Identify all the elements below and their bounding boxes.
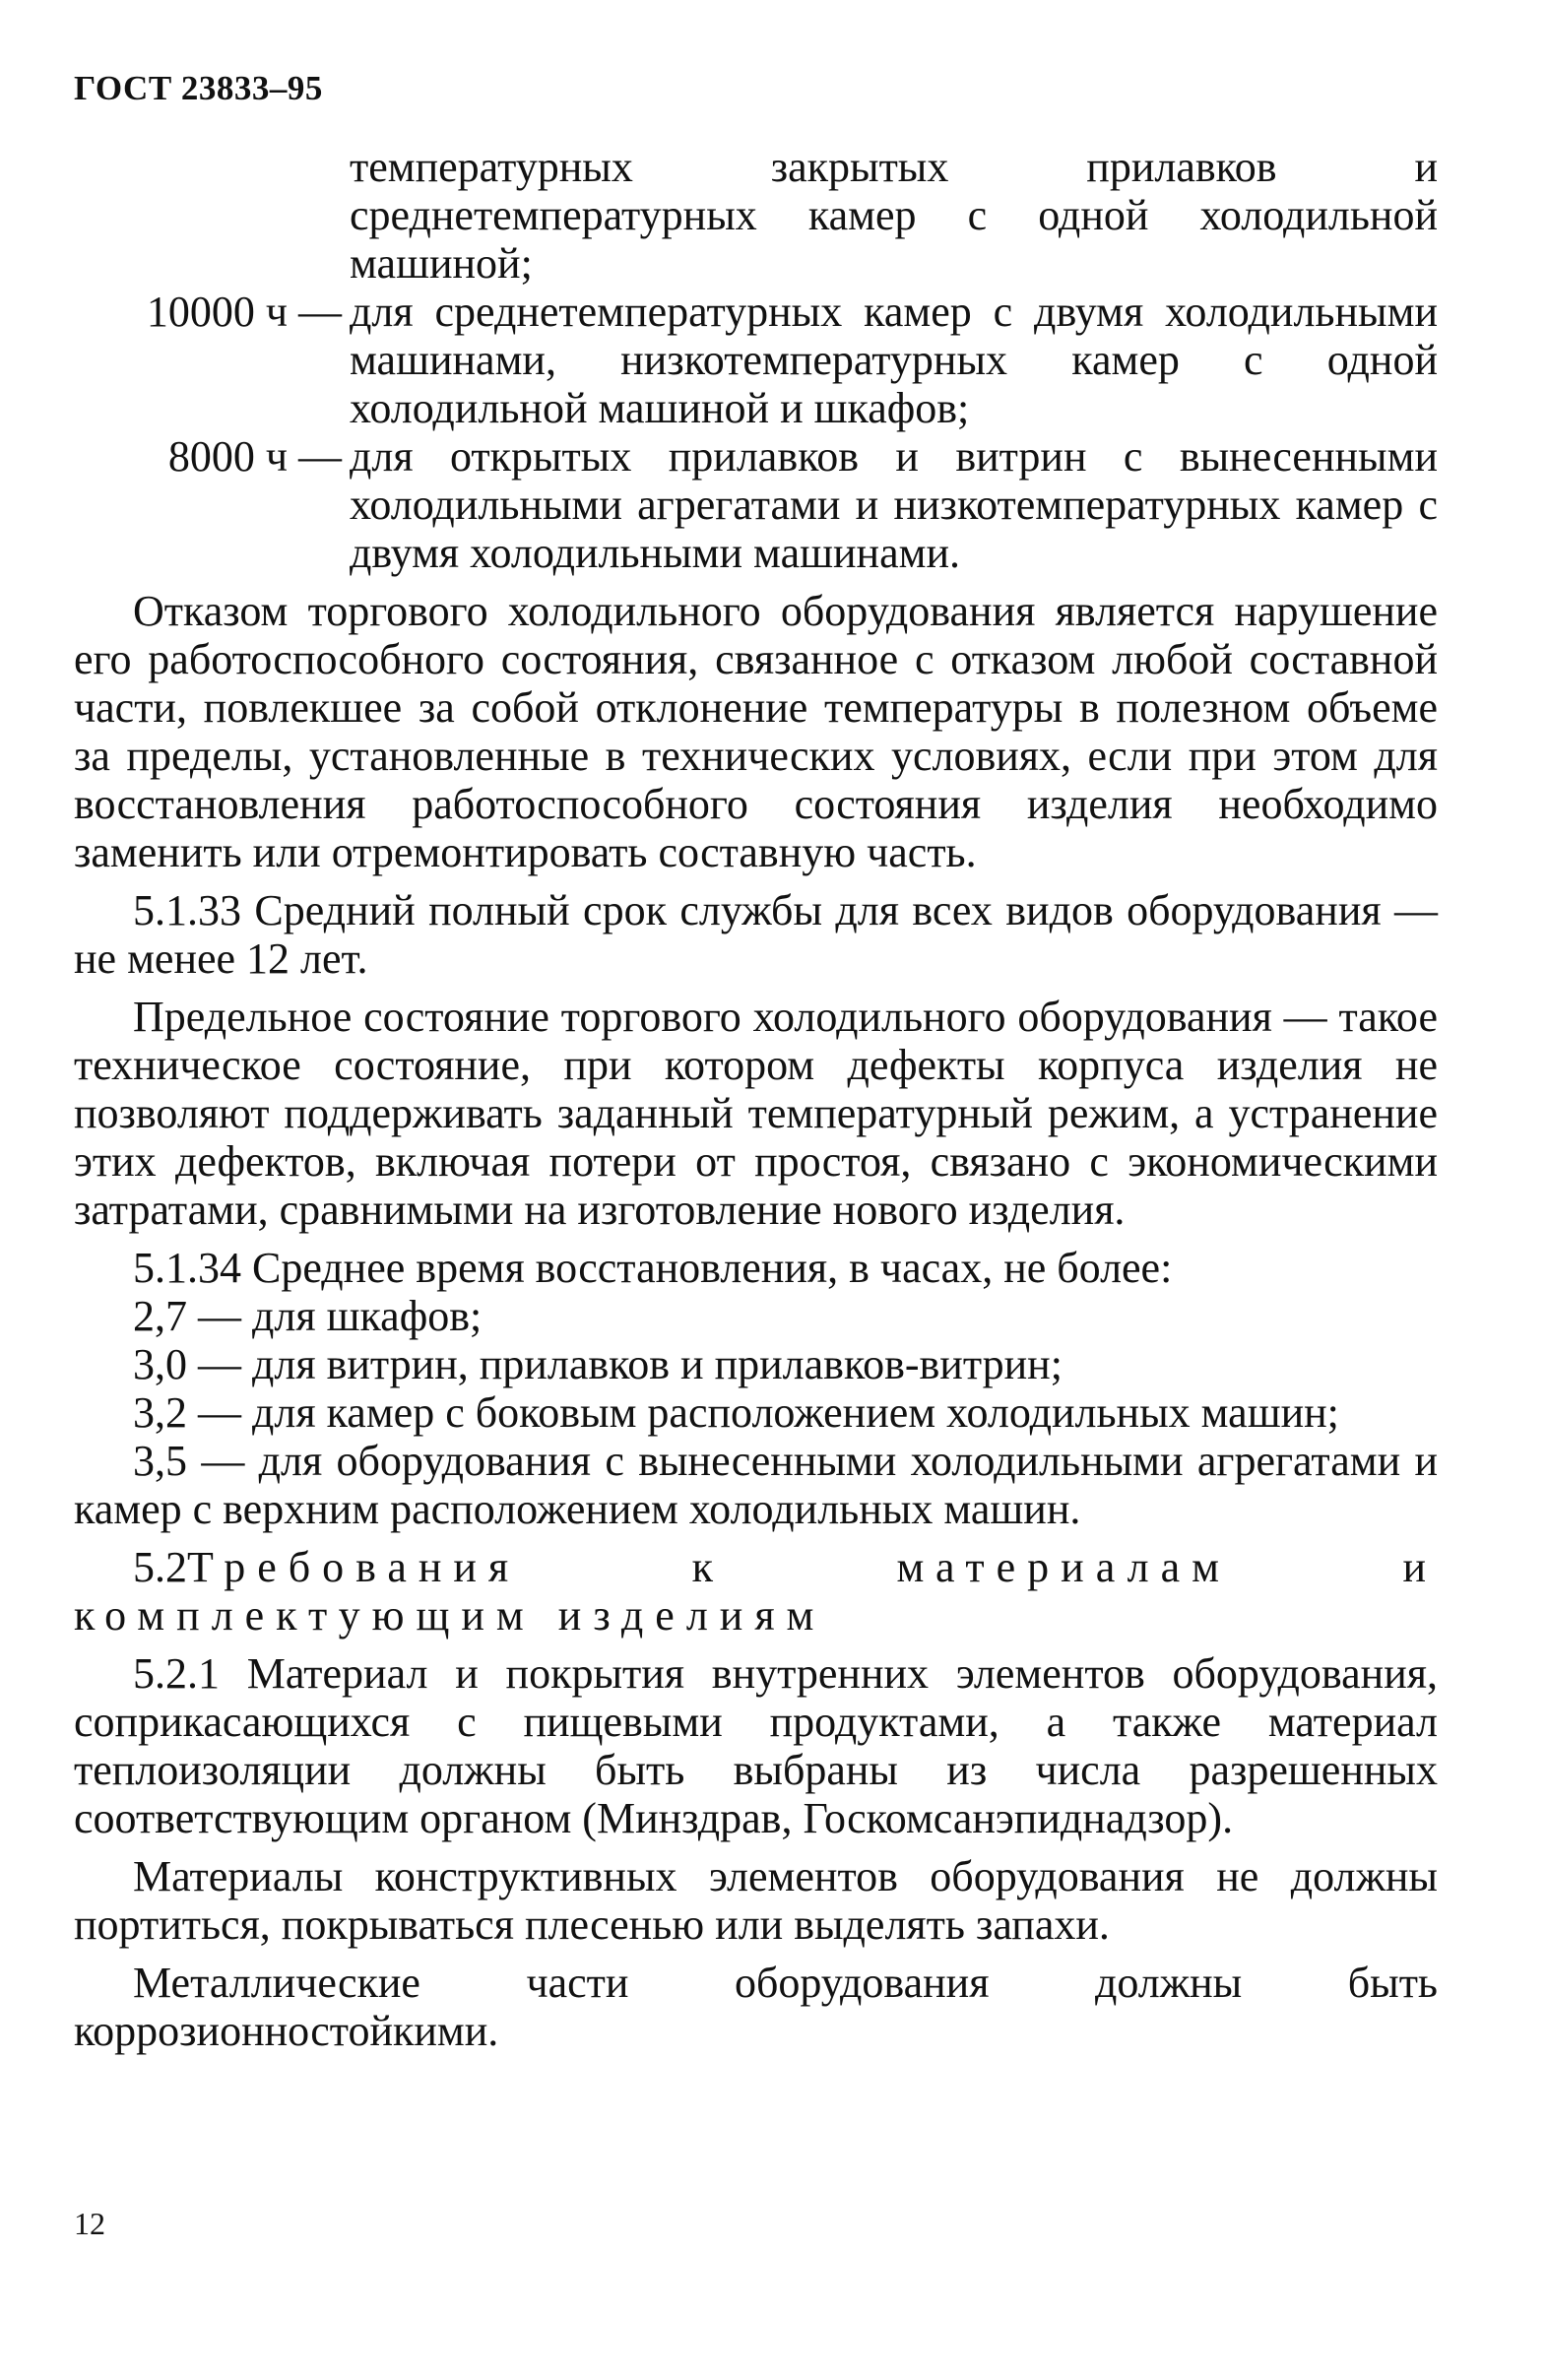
service-life-item — [74, 288, 1438, 432]
service-life-text: для среднетемпературных камер с двумя холодильными машинами, низкотемпературных камер с одной холодильной машиной и шкафов; — [350, 288, 1438, 432]
clause-5-1-33: 5.1.33 Средний полный срок службы для всех видов оборудования — не менее 12 лет. — [74, 886, 1438, 983]
metal-requirement: Металлические части оборудования должны быть коррозионностойкими. — [74, 1959, 1438, 2055]
recovery-item: 3,2 — для камер с боковым расположением холодильных машин; — [133, 1388, 1339, 1437]
continuation-row — [74, 143, 1438, 288]
service-life-item — [74, 432, 1438, 577]
limit-state-definition: Предельное состояние торгового холодильного оборудования — такое техническое состояние, при котором дефекты корпуса изделия не позволяют поддерживать заданный температурный режим, а устранение этих дефектов, включая потери от простоя, связано с экономическими затратами, сравнимыми на изготовление нового изделия. — [74, 993, 1438, 1234]
clause-5-2-1: 5.2.1 Материал и покрытия внутренних элементов оборудования, соприкасающихся с пищевыми продуктами, а также материал теплоизоляции должны быть выбраны из числа разрешенных соответствующим органом (Минздрав, Госкомсанэпиднадзор). — [74, 1649, 1438, 1842]
document-body — [74, 143, 1438, 2065]
recovery-item: 2,7 — для шкафов; — [133, 1292, 483, 1340]
section-5-2-heading — [74, 1543, 1438, 1640]
recovery-item: 3,5 — для оборудования с вынесенными холодильными агрегатами и камер с верхним расположением холодильных машин. — [74, 1437, 1438, 1533]
service-life-hours: 8000 ч — — [167, 432, 342, 481]
recovery-item: 3,0 — для витрин, прилавков и прилавков-витрин; — [133, 1340, 1063, 1388]
document-code: ГОСТ 23833–95 — [74, 69, 323, 107]
page-number: 12 — [74, 2206, 105, 2241]
section-number: 5.2 — [133, 1543, 187, 1591]
section-title: Требования к материалам и комплектующим изделиям — [74, 1543, 1438, 1640]
materials-requirement: Материалы конструктивных элементов оборудования не должны портиться, покрываться плесенью или выделять запахи. — [74, 1852, 1438, 1949]
clause-5-1-34: 5.1.34 Среднее время восстановления, в часах, не более: — [133, 1244, 1173, 1292]
continuation-text: температурных закрытых прилавков и среднетемпературных камер с одной холодильной машиной; — [350, 143, 1438, 288]
failure-definition: Отказом торгового холодильного оборудования является нарушение его работоспособного состояния, связанное с отказом любой составной части, повлекшее за собой отклонение температуры в полезном объеме за пределы, установленные в технических условиях, если при этом для восстановления работоспособного состояния изделия необходимо заменить или отремонтировать составную часть. — [74, 587, 1438, 876]
service-life-text: для открытых прилавков и витрин с вынесенными холодильными агрегатами и низкотемпературных камер с двумя холодильными машинами. — [350, 432, 1438, 577]
service-life-hours: 10000 ч — — [146, 288, 342, 336]
